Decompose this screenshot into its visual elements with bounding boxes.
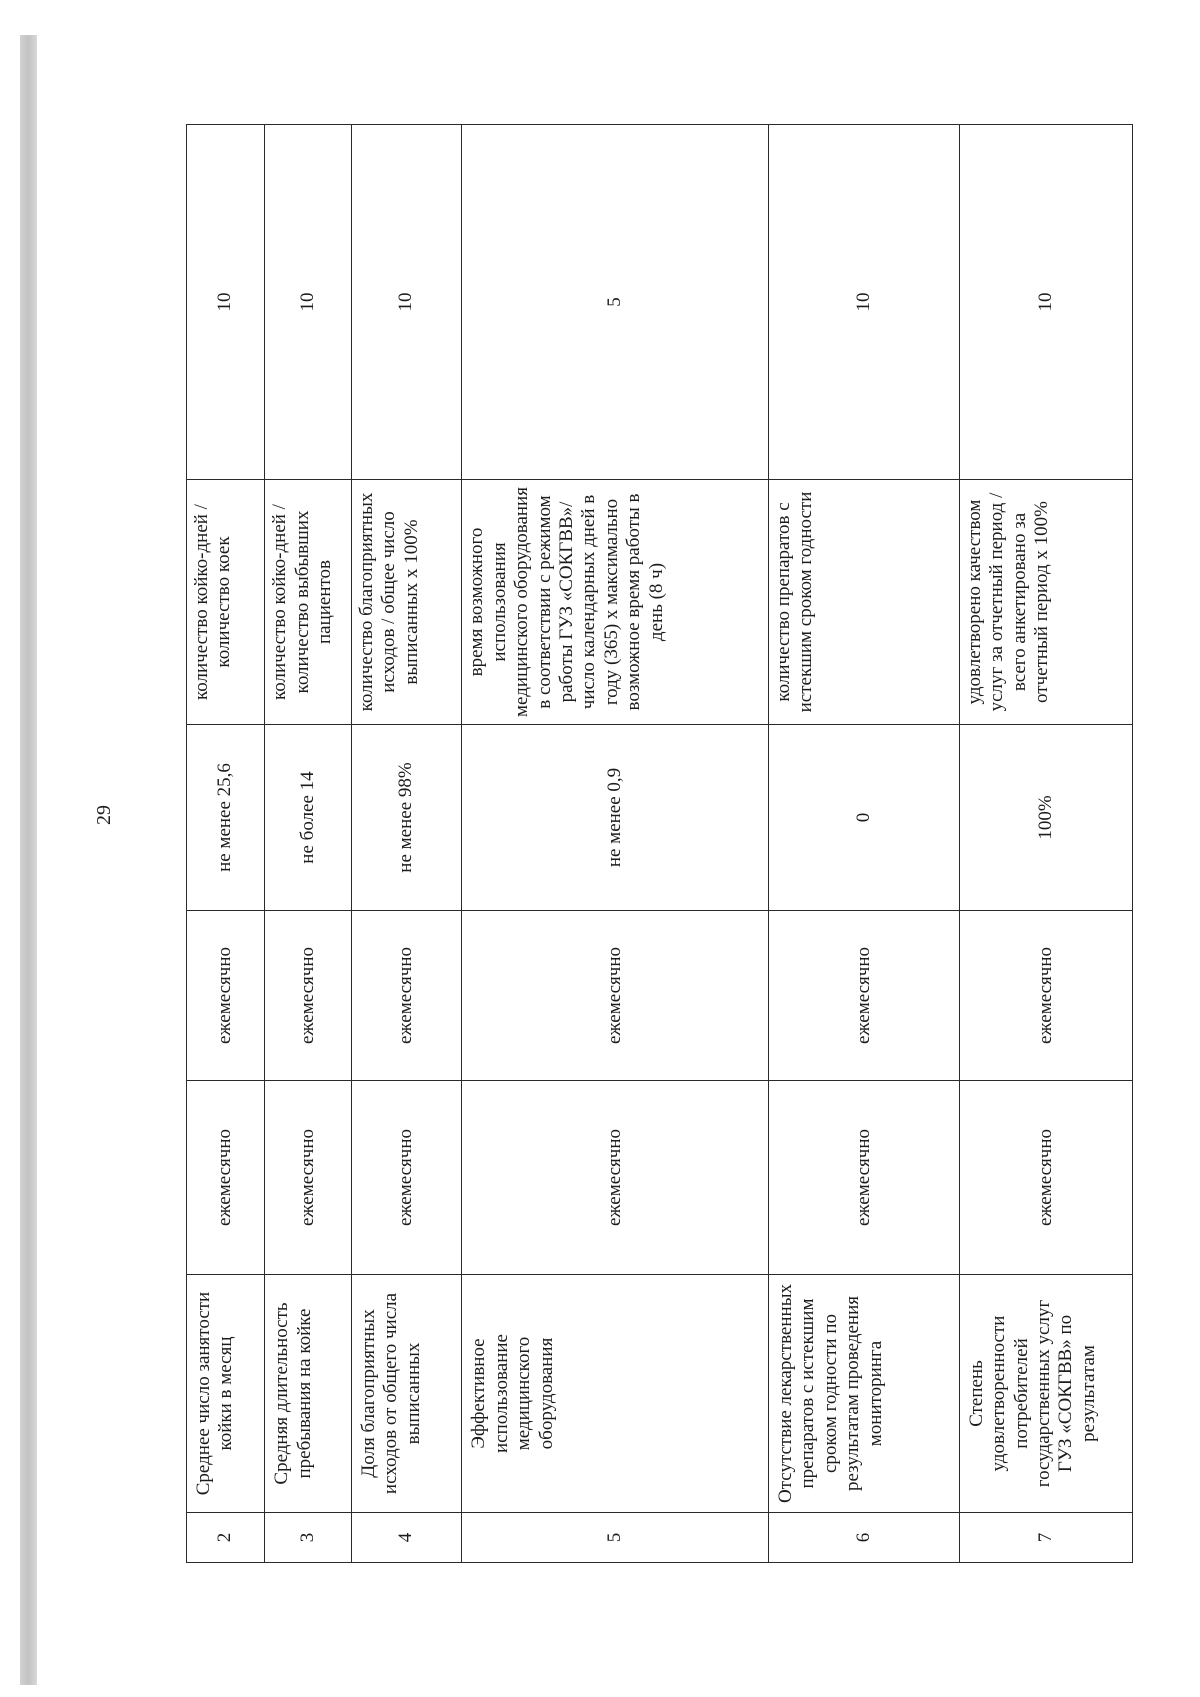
reporting-period: ежемесячно	[959, 911, 1132, 1081]
calculation-formula: удовлетворено качеством услуг за отчетный период / всего анкетировано за отчетный период x 100%	[959, 480, 1132, 725]
row-number: 3	[265, 1513, 352, 1563]
target-value: 0	[768, 725, 959, 911]
indicator-name: Среднее число занятости койки в месяц	[187, 1275, 265, 1513]
reporting-period: ежемесячно	[187, 911, 265, 1081]
row-number: 6	[768, 1513, 959, 1563]
target-value: не менее 98%	[351, 725, 462, 911]
calculation-formula: количество койко-дней / количество выбывших пациентов	[265, 480, 352, 725]
target-value: не менее 0,9	[462, 725, 769, 911]
target-value: не менее 25,6	[187, 725, 265, 911]
reporting-period: ежемесячно	[351, 911, 462, 1081]
row-number: 5	[462, 1513, 769, 1563]
periodicity: ежемесячно	[265, 1081, 352, 1275]
scan-edge	[20, 35, 37, 1685]
row-number: 4	[351, 1513, 462, 1563]
indicators-table	[186, 124, 1133, 1563]
table-row	[959, 125, 1132, 1563]
calculation-formula: количество благоприятных исходов / общее число выписанных x 100%	[351, 480, 462, 725]
score: 10	[265, 125, 352, 480]
table-wrapper	[186, 125, 1133, 1563]
periodicity: ежемесячно	[959, 1081, 1132, 1275]
indicator-name: Доля благоприятных исходов от общего числа выписанных	[351, 1275, 462, 1513]
periodicity: ежемесячно	[351, 1081, 462, 1275]
score: 10	[959, 125, 1132, 480]
table-row	[265, 125, 352, 1563]
target-value: не более 14	[265, 725, 352, 911]
score: 10	[187, 125, 265, 480]
indicator-name: Средняя длительность пребывания на койке	[265, 1275, 352, 1513]
indicator-name: Степень удовлетворенности потребителей государственных услуг ГУЗ «СОКГВВ» по результатам	[959, 1275, 1132, 1513]
table-row	[462, 125, 769, 1563]
periodicity: ежемесячно	[768, 1081, 959, 1275]
score: 5	[462, 125, 769, 480]
calculation-formula: время возможного использования медицинского оборудования в соответствии с режимом работы ГУЗ «СОКГВВ»/ число календарных дней в году (365) x максимально возможное время работы в день (8 ч)	[462, 480, 769, 725]
indicator-name: Отсутствие лекарственных препаратов с истекшим сроком годности по результатам проведения мониторинга	[768, 1275, 959, 1513]
indicator-name: Эффективное использование медицинского оборудования	[462, 1275, 769, 1513]
score: 10	[351, 125, 462, 480]
reporting-period: ежемесячно	[462, 911, 769, 1081]
target-value: 100%	[959, 725, 1132, 911]
table-row	[768, 125, 959, 1563]
table-row	[351, 125, 462, 1563]
periodicity: ежемесячно	[187, 1081, 265, 1275]
reporting-period: ежемесячно	[768, 911, 959, 1081]
table-row	[187, 125, 265, 1563]
reporting-period: ежемесячно	[265, 911, 352, 1081]
page-number: 29	[92, 805, 115, 825]
row-number: 2	[187, 1513, 265, 1563]
score: 10	[768, 125, 959, 480]
periodicity: ежемесячно	[462, 1081, 769, 1275]
calculation-formula: количество койко-дней / количество коек	[187, 480, 265, 725]
calculation-formula: количество препаратов с истекшим сроком годности	[768, 480, 959, 725]
row-number: 7	[959, 1513, 1132, 1563]
